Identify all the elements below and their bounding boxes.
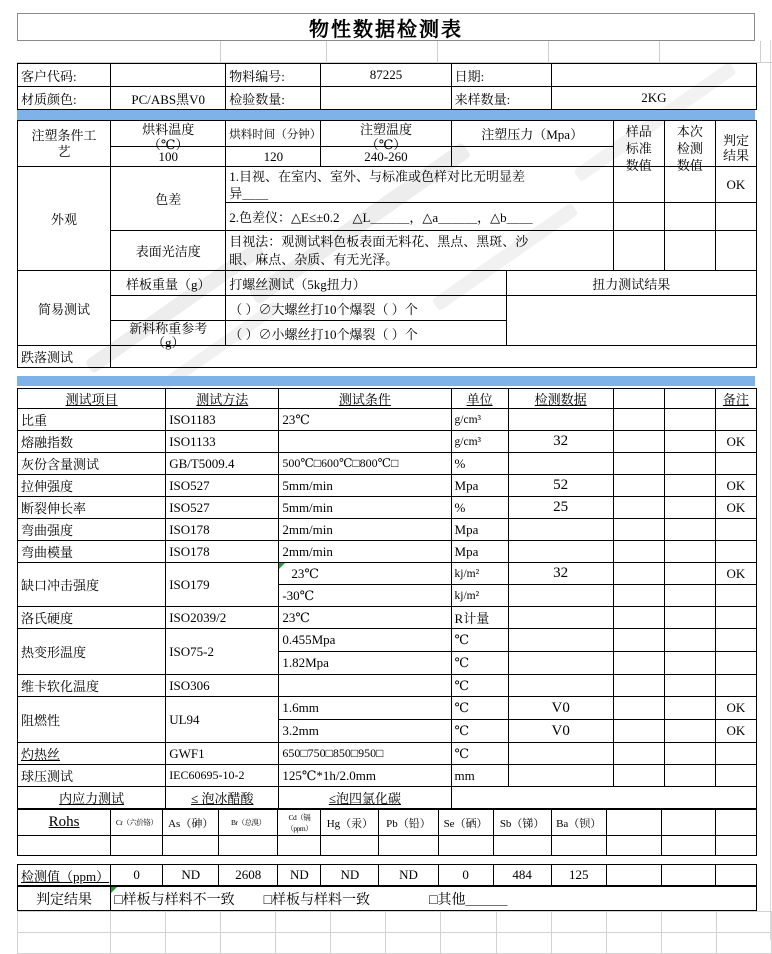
- table-cell: Pb（铅）: [379, 810, 438, 836]
- table-cell: GB/T5009.4: [166, 453, 279, 475]
- table-cell: [379, 836, 438, 856]
- table-cell: [715, 629, 756, 652]
- page-title: 物性数据检测表: [309, 18, 463, 41]
- table-cell: ISO306: [166, 675, 279, 697]
- table-cell: 单位: [451, 389, 508, 409]
- table-cell: [606, 810, 661, 836]
- table-cell: [664, 453, 715, 475]
- date-value: [551, 64, 756, 87]
- table-cell: [661, 865, 715, 886]
- table-cell: 0: [111, 865, 163, 886]
- table-cell: Se（硒）: [438, 810, 493, 836]
- table-cell: [715, 810, 756, 836]
- table-row: [18, 765, 757, 787]
- table-cell: Mpa: [451, 475, 508, 497]
- table-cell: ISO1183: [166, 409, 279, 431]
- table-cell: 目视法：观测试料色板表面无料花、黑点、黑斑、沙眼、麻点、杂质、有无光泽。: [226, 231, 614, 271]
- table-cell: 2mm/min: [279, 541, 451, 563]
- table-cell: [664, 585, 715, 607]
- table-cell: [715, 585, 756, 607]
- table-cell: g/cm³: [451, 431, 508, 453]
- table-cell: ISO527: [166, 497, 279, 519]
- table-cell: 灼热丝: [18, 743, 166, 765]
- table-cell: [664, 203, 715, 231]
- table-row: [18, 563, 757, 585]
- table-cell: [613, 409, 664, 431]
- table-cell: [613, 431, 664, 453]
- table-row: [18, 629, 757, 652]
- table-cell: [613, 231, 664, 271]
- table-cell: 拉伸强度: [18, 475, 166, 497]
- conditions-appearance-table: [17, 120, 757, 368]
- table-cell: ISO178: [166, 519, 279, 541]
- table-row: [18, 836, 757, 856]
- table-cell: [664, 765, 715, 787]
- material-color-label: 材质颜色:: [18, 87, 111, 110]
- table-cell: OK: [715, 563, 756, 585]
- table-cell: 新料称重参考 （g）: [111, 321, 226, 346]
- table-cell: 洛氏硬度: [18, 607, 166, 629]
- table-cell: ℃: [451, 743, 508, 765]
- table-cell: ND: [321, 865, 379, 886]
- table-row: [18, 231, 757, 271]
- table-cell: [664, 497, 715, 519]
- table-cell: ≤ 泡冰醋酸: [166, 787, 279, 809]
- table-cell: 2mm/min: [279, 519, 451, 541]
- blue-divider: [17, 376, 755, 386]
- table-cell: [715, 865, 756, 886]
- table-cell: [664, 629, 715, 652]
- table-cell: 打螺丝测试（5kg扭力）: [226, 271, 506, 296]
- table-cell: kj/m²: [451, 585, 508, 607]
- table-cell: 120: [226, 147, 321, 167]
- table-cell: 1.82Mpa: [279, 652, 451, 675]
- table-row: [18, 296, 757, 321]
- table-cell: [664, 675, 715, 697]
- table-cell: 备注: [715, 389, 756, 409]
- table-cell: 240-260: [321, 147, 451, 167]
- blue-divider: [17, 110, 755, 120]
- table-cell: [664, 720, 715, 743]
- table-cell: UL94: [166, 697, 279, 743]
- table-cell: [715, 765, 756, 787]
- table-cell: 100: [111, 147, 226, 167]
- table-cell: [451, 147, 613, 167]
- table-cell: [613, 453, 664, 475]
- table-cell: 125: [551, 865, 606, 886]
- table-cell: 23℃: [279, 409, 451, 431]
- table-cell: g/cm³: [451, 409, 508, 431]
- customer-code-value: [111, 64, 226, 87]
- table-cell: OK: [715, 497, 756, 519]
- table-cell: [508, 607, 613, 629]
- table-cell: 热变形温度: [18, 629, 166, 675]
- table-cell: [613, 541, 664, 563]
- verdict-table: [17, 886, 757, 911]
- table-cell: [661, 836, 715, 856]
- table-cell: ND: [379, 865, 438, 886]
- table-row: [18, 865, 757, 886]
- table-cell: OK: [715, 167, 756, 203]
- table-cell: mm: [451, 765, 508, 787]
- verdict-options: [111, 887, 757, 911]
- table-cell: 测试项目: [18, 389, 166, 409]
- table-cell: V0: [508, 720, 613, 743]
- table-cell: （ ）∅大螺丝打10个爆裂（ ）个: [226, 296, 506, 321]
- table-cell: 表面光洁度: [111, 231, 226, 271]
- table-cell: [278, 836, 321, 856]
- table-cell: Sb（锑）: [493, 810, 551, 836]
- table-cell: ℃: [451, 675, 508, 697]
- table-cell: Rohs: [18, 810, 111, 836]
- table-cell: Cd（镉（ppm）: [278, 810, 321, 836]
- table-cell: [715, 652, 756, 675]
- table-cell: 52: [508, 475, 613, 497]
- table-cell: [606, 865, 661, 886]
- table-cell: [508, 743, 613, 765]
- table-cell: [613, 629, 664, 652]
- table-cell: -30℃: [279, 585, 451, 607]
- table-cell: 注塑压力（Mpa）: [451, 121, 613, 147]
- table-row: [18, 453, 757, 475]
- table-cell: 测试方法: [166, 389, 279, 409]
- table-cell: 跌落测试: [18, 346, 111, 368]
- table-cell: 2608: [219, 865, 278, 886]
- table-cell: 本次 检测 数值: [664, 121, 715, 167]
- table-cell: OK: [715, 475, 756, 497]
- table-cell: 简易测试: [18, 271, 111, 346]
- table-cell: %: [451, 453, 508, 475]
- date-label: 日期:: [451, 64, 551, 87]
- green-corner-marker: [279, 563, 285, 569]
- table-cell: [613, 720, 664, 743]
- verdict-option-match[interactable]: □样板与样料一致: [263, 892, 371, 908]
- table-cell: 23℃: [279, 607, 451, 629]
- table-cell: [664, 231, 715, 271]
- table-cell: [664, 607, 715, 629]
- table-row: [18, 607, 757, 629]
- table-cell: 烘料温度 （℃）: [111, 121, 226, 147]
- table-cell: Hg（汞）: [321, 810, 379, 836]
- title-box: [17, 13, 755, 41]
- table-row: [18, 787, 757, 809]
- sample-qty-label: 来样数量:: [451, 87, 551, 110]
- inspect-qty-label: 检验数量:: [226, 87, 321, 110]
- table-cell: 测试条件: [279, 389, 451, 409]
- table-cell: R计量: [451, 607, 508, 629]
- table-row: [18, 541, 757, 563]
- table-cell: [606, 836, 661, 856]
- table-cell: 弯曲模量: [18, 541, 166, 563]
- table-cell: [613, 765, 664, 787]
- table-cell: [661, 810, 715, 836]
- table-cell: 球压测试: [18, 765, 166, 787]
- table-cell: [438, 836, 493, 856]
- table-cell: [664, 431, 715, 453]
- table-cell: OK: [715, 720, 756, 743]
- table-cell: ℃: [451, 697, 508, 720]
- table-cell: 缺口冲击强度: [18, 563, 166, 607]
- table-cell: OK: [715, 697, 756, 720]
- table-cell: 维卡软化温度: [18, 675, 166, 697]
- table-cell: 0: [438, 865, 493, 886]
- table-cell: [715, 453, 756, 475]
- test-table: [17, 388, 757, 809]
- table-cell: 5mm/min: [279, 497, 451, 519]
- table-cell: 检测数据: [508, 389, 613, 409]
- table-cell: [613, 652, 664, 675]
- table-cell: 注塑温度 （℃）: [321, 121, 451, 147]
- bottom-grid: [17, 911, 772, 954]
- table-row: [18, 497, 757, 519]
- table-cell: V0: [508, 697, 613, 720]
- table-cell: As（砷）: [163, 810, 219, 836]
- table-cell: [613, 743, 664, 765]
- table-cell: 500℃□600℃□800℃□: [279, 453, 451, 475]
- verdict-option-other[interactable]: □其他＿＿＿: [429, 892, 508, 908]
- table-row: [18, 743, 757, 765]
- table-cell: [613, 519, 664, 541]
- table-cell: 484: [493, 865, 551, 886]
- table-cell: [664, 475, 715, 497]
- table-cell: [508, 629, 613, 652]
- table-cell: [613, 585, 664, 607]
- table-cell: Br（总溴）: [219, 810, 278, 836]
- table-cell: [493, 836, 551, 856]
- table-cell: 样板重量（g）: [111, 271, 226, 296]
- table-cell: IEC60695-10-2: [166, 765, 279, 787]
- material-no-value: 87225: [321, 64, 451, 87]
- table-cell: [219, 836, 278, 856]
- customer-code-label: 客户代码:: [18, 64, 111, 87]
- table-cell: [18, 836, 111, 856]
- table-cell: [715, 607, 756, 629]
- table-cell: 样品 标准 数值: [613, 121, 664, 167]
- table-cell: [715, 409, 756, 431]
- table-cell: 比重: [18, 409, 166, 431]
- table-cell: [506, 296, 756, 346]
- table-cell: [664, 541, 715, 563]
- table-cell: [664, 409, 715, 431]
- table-cell: ISO75-2: [166, 629, 279, 675]
- table-cell: ℃: [451, 629, 508, 652]
- table-cell: 色差: [111, 167, 226, 231]
- table-cell: [715, 675, 756, 697]
- table-row: [18, 697, 757, 720]
- table-cell: OK: [715, 431, 756, 453]
- table-cell: 0.455Mpa: [279, 629, 451, 652]
- table-row: [18, 409, 757, 431]
- table-cell: [715, 231, 756, 271]
- table-cell: 1.目视、在室内、室外、与标准或色样对比无明显差异＿＿: [226, 167, 614, 203]
- table-cell: [613, 675, 664, 697]
- table-cell: [279, 675, 451, 697]
- table-cell: Ba（钡）: [551, 810, 606, 836]
- table-cell: [715, 203, 756, 231]
- table-cell: 1.6mm: [279, 697, 451, 720]
- table-cell: [508, 519, 613, 541]
- table-cell: 扭力测试结果: [506, 271, 756, 296]
- table-cell: [508, 675, 613, 697]
- table-cell: [163, 836, 219, 856]
- table-cell: 5mm/min: [279, 475, 451, 497]
- table-cell: [613, 475, 664, 497]
- table-cell: kj/m²: [451, 563, 508, 585]
- table-cell: [664, 563, 715, 585]
- table-cell: [451, 787, 756, 809]
- table-cell: Cr（六价铬）: [111, 810, 163, 836]
- table-cell: 23℃: [279, 563, 451, 585]
- table-cell: 32: [508, 431, 613, 453]
- inspect-qty-value: [321, 87, 451, 110]
- rohs-values-table: [17, 864, 757, 886]
- verdict-label: 判定结果: [18, 887, 111, 911]
- table-cell: 灰份含量测试: [18, 453, 166, 475]
- table-cell: [321, 836, 379, 856]
- table-cell: [664, 519, 715, 541]
- table-cell: [111, 346, 757, 368]
- table-cell: 弯曲强度: [18, 519, 166, 541]
- table-cell: ℃: [451, 720, 508, 743]
- table-cell: [664, 743, 715, 765]
- table-cell: Mpa: [451, 541, 508, 563]
- table-cell: ISO2039/2: [166, 607, 279, 629]
- table-cell: 650□750□850□950□: [279, 743, 451, 765]
- table-cell: [613, 607, 664, 629]
- table-cell: [715, 836, 756, 856]
- table-cell: [508, 585, 613, 607]
- table-cell: [664, 697, 715, 720]
- table-cell: [508, 541, 613, 563]
- table-row: [18, 121, 757, 147]
- table-cell: 32: [508, 563, 613, 585]
- table-cell: GWF1: [166, 743, 279, 765]
- table-cell: 2.色差仪：△E≤±0.2 △L＿＿＿，△a＿＿＿，△b＿＿: [226, 203, 614, 231]
- table-cell: %: [451, 497, 508, 519]
- material-no-label: 物料编号:: [226, 64, 321, 87]
- table-cell: [613, 497, 664, 519]
- table-cell: [279, 431, 451, 453]
- table-cell: 3.2mm: [279, 720, 451, 743]
- table-cell: [613, 563, 664, 585]
- table-row: [18, 389, 757, 409]
- table-row: [18, 475, 757, 497]
- table-row: [18, 675, 757, 697]
- table-cell: 阻燃性: [18, 697, 166, 743]
- table-cell: ℃: [451, 652, 508, 675]
- table-row: [18, 431, 757, 453]
- table-cell: [715, 743, 756, 765]
- table-cell: [111, 296, 226, 321]
- table-row: [18, 346, 757, 368]
- table-cell: 25: [508, 497, 613, 519]
- table-cell: ND: [278, 865, 321, 886]
- table-cell: [664, 389, 715, 409]
- table-row: [18, 519, 757, 541]
- table-cell: 内应力测试: [18, 787, 166, 809]
- table-cell: ISO178: [166, 541, 279, 563]
- table-row: [18, 271, 757, 296]
- info-table: [17, 63, 757, 110]
- table-row: [18, 810, 757, 836]
- table-cell: [508, 765, 613, 787]
- table-cell: [508, 652, 613, 675]
- table-cell: [508, 409, 613, 431]
- table-cell: 断裂伸长率: [18, 497, 166, 519]
- table-cell: 判定 结果: [715, 121, 756, 167]
- table-cell: ISO179: [166, 563, 279, 607]
- table-cell: [664, 652, 715, 675]
- table-cell: 熔融指数: [18, 431, 166, 453]
- material-color-value: PC/ABS黑V0: [111, 87, 226, 110]
- table-cell: 注塑条件工 艺: [18, 121, 111, 167]
- table-cell: [613, 203, 664, 231]
- table-cell: 125℃*1h/2.0mm: [279, 765, 451, 787]
- table-cell: [715, 541, 756, 563]
- table-cell: ND: [163, 865, 219, 886]
- table-cell: [111, 836, 163, 856]
- table-cell: [613, 697, 664, 720]
- table-cell: Mpa: [451, 519, 508, 541]
- table-cell: ≤泡四氯化碳: [279, 787, 451, 809]
- table-cell: [613, 389, 664, 409]
- table-cell: 外观: [18, 167, 111, 271]
- green-corner-marker: [111, 887, 117, 893]
- table-cell: ISO527: [166, 475, 279, 497]
- grid-strip: [17, 41, 772, 63]
- sample-qty-value: 2KG: [551, 87, 756, 110]
- table-cell: ISO1133: [166, 431, 279, 453]
- verdict-option-mismatch[interactable]: □样板与样料不一致: [114, 892, 235, 908]
- table-cell: 烘料时间（分钟）: [226, 121, 321, 147]
- table-cell: [715, 519, 756, 541]
- table-cell: [551, 836, 606, 856]
- table-cell: [508, 453, 613, 475]
- table-cell: 检测值（ppm）: [18, 865, 111, 886]
- rohs-table: [17, 809, 757, 856]
- table-cell: （ ）∅小螺丝打10个爆裂（ ）个: [226, 321, 506, 346]
